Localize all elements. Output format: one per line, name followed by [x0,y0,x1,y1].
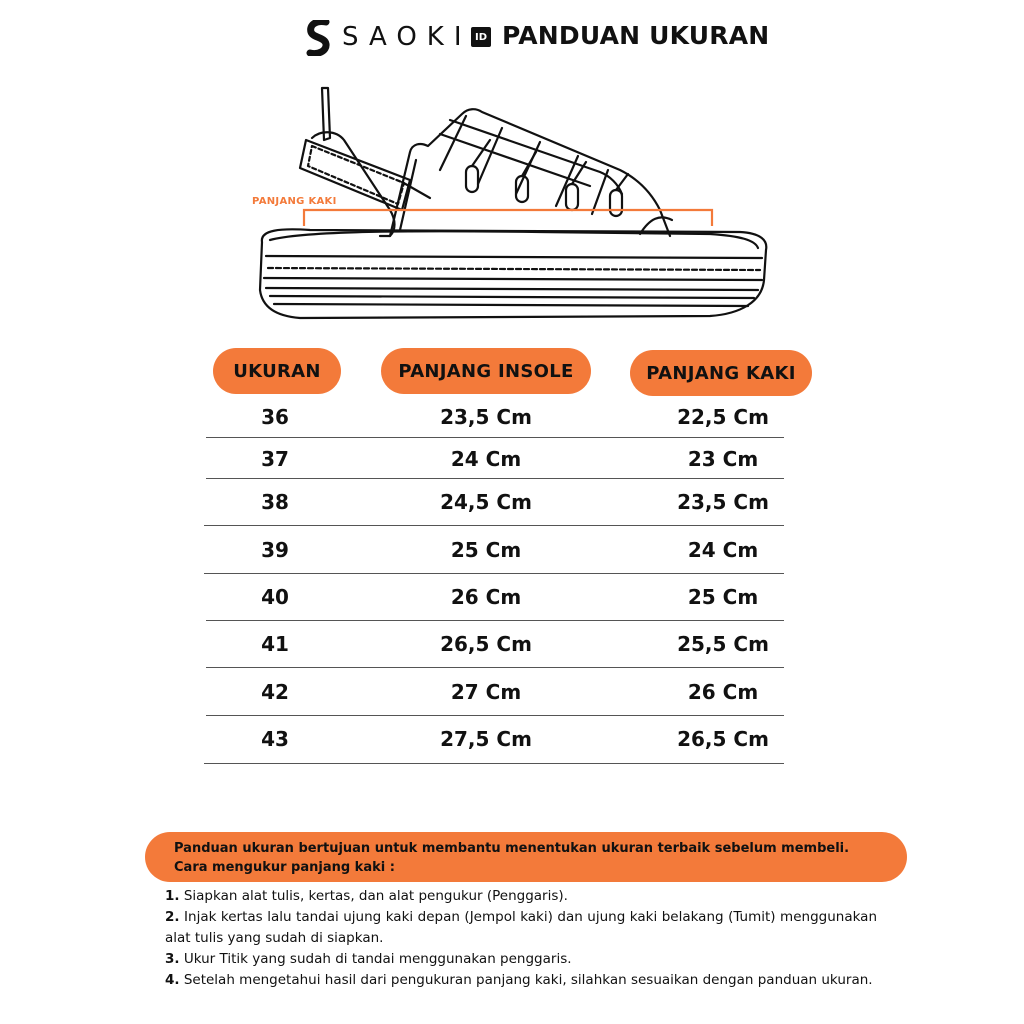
foot-cell: 22,5 Cm [677,405,769,429]
size-cell: 37 [261,447,289,471]
insole-cell: 25 Cm [450,538,522,562]
foot-cell: 23 Cm [687,447,759,471]
table-row [0,575,1024,619]
step-text: Ukur Titik yang sudah di tandai menggunakan penggaris. [183,951,572,967]
table-row [0,480,1024,524]
guide-note-purpose: Panduan ukuran bertujuan untuk membantu menentukan ukuran terbaik sebelum membeli. [174,841,850,856]
brand-badge: ID [471,27,491,47]
size-cell: 42 [261,680,289,704]
size-cell: 38 [261,490,289,514]
size-cell: 41 [261,632,289,656]
table-row [0,528,1024,572]
step-item [165,949,877,970]
row-divider [206,478,784,479]
table-row [0,437,1024,481]
row-divider [204,573,784,574]
foot-cell: 25 Cm [687,585,759,609]
step-text: Injak kertas lalu tandai ujung kaki depan (Jempol kaki) dan ujung kaki belakang (Tumit) menggunakan alat tulis yang sudah di siapkan. [165,909,877,946]
step-item [165,886,877,907]
step-number: 4. [165,972,180,988]
row-divider [206,667,784,668]
guide-note-howto: Cara mengukur panjang kaki : [174,860,395,875]
insole-cell: 27,5 Cm [440,727,532,751]
table-row [0,717,1024,761]
foot-cell: 26 Cm [687,680,759,704]
measuring-steps [165,886,877,991]
table-row [0,622,1024,666]
step-text: Siapkan alat tulis, kertas, dan alat pengukur (Penggaris). [183,888,568,904]
insole-cell: 26 Cm [450,585,522,609]
foot-cell: 24 Cm [687,538,759,562]
header [0,18,1024,58]
header-foot-length: PANJANG KAKI [630,350,812,396]
header-size: UKURAN [213,348,341,394]
row-divider [204,763,784,764]
step-text: Setelah mengetahui hasil dari pengukuran panjang kaki, silahkan sesuaikan dengan panduan ukuran. [183,972,873,988]
insole-cell: 24,5 Cm [440,490,532,514]
foot-cell: 23,5 Cm [677,490,769,514]
size-cell: 43 [261,727,289,751]
step-number: 2. [165,909,180,925]
row-divider [206,715,784,716]
table-row [0,670,1024,714]
page-title: PANDUAN UKURAN [502,21,770,50]
saoki-logo-icon [306,20,332,56]
insole-cell: 26,5 Cm [440,632,532,656]
row-divider [206,620,784,621]
foot-cell: 25,5 Cm [677,632,769,656]
insole-cell: 27 Cm [450,680,522,704]
foot-cell: 26,5 Cm [677,727,769,751]
step-number: 3. [165,951,180,967]
step-number: 1. [165,888,180,904]
foot-length-label: PANJANG KAKI [252,196,337,207]
size-cell: 40 [261,585,289,609]
header-insole-length: PANJANG INSOLE [381,348,591,394]
guide-note-banner [145,832,907,882]
size-cell: 39 [261,538,289,562]
step-item [165,970,877,991]
brand-name: SAOKI [342,22,472,52]
row-divider [204,525,784,526]
insole-cell: 24 Cm [450,447,522,471]
step-item [165,907,877,949]
insole-cell: 23,5 Cm [440,405,532,429]
size-cell: 36 [261,405,289,429]
table-row [0,395,1024,439]
